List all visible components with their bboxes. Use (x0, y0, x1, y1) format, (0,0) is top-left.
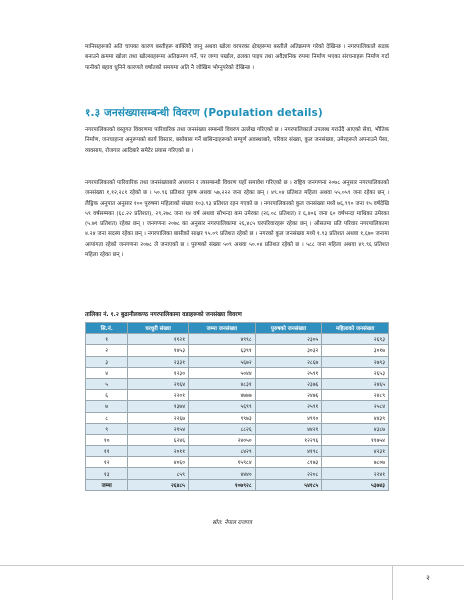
cell-serial: १३ (86, 468, 128, 479)
table-row (86, 423, 389, 434)
cell-female: २६९३ (322, 334, 389, 345)
table-row (86, 412, 389, 423)
cell-male: १२२९६ (255, 434, 322, 445)
table-row (86, 334, 389, 345)
table-row (86, 367, 389, 378)
cell-female: २७९३ (322, 356, 389, 367)
cell-female: २४६५ (322, 378, 389, 389)
table-row (86, 401, 389, 412)
cell-female: ७८०७ (322, 457, 389, 468)
col-header-total-population: जम्मा जनसंख्या (189, 323, 256, 334)
total-male: ५४१८५ (255, 479, 322, 490)
table-caption: तालिका नं. १.२ बुढानीलकण्ठ नगरपालिकामा वडाहरूको जनसंख्या विवरण (85, 312, 242, 318)
cell-households: ८५९ (128, 468, 189, 479)
table-row (86, 345, 389, 356)
cell-serial: ४ (86, 367, 128, 378)
total-total: १०७९२८ (189, 479, 256, 490)
cell-total: १५९८४ (189, 457, 256, 468)
cell-male: २५९१ (255, 401, 322, 412)
cell-male: २२०८ (255, 468, 322, 479)
cell-households: ४०६० (128, 457, 189, 468)
footer-divider (0, 565, 464, 566)
cell-total: २४०५० (189, 434, 256, 445)
cell-male: २५९१ (255, 367, 322, 378)
cell-total: ५०४४ (189, 367, 256, 378)
total-label: जम्मा (86, 479, 128, 490)
cell-male: २३०५ (255, 334, 322, 345)
cell-male: ८१७३ (255, 457, 322, 468)
cell-serial: ३ (86, 356, 128, 367)
cell-male: ४१९८ (255, 446, 322, 457)
cell-male: ४९१० (255, 412, 322, 423)
cell-households: २१६४ (128, 378, 189, 389)
cell-households: १३७४ (128, 401, 189, 412)
col-header-serial: सि.नं. (86, 323, 128, 334)
table-row (86, 378, 389, 389)
cell-serial: ५ (86, 378, 128, 389)
table-row (86, 457, 389, 468)
cell-serial: ७ (86, 401, 128, 412)
cell-households: १२३० (128, 367, 189, 378)
cell-total: ४८३१ (189, 378, 256, 389)
cell-total: ९९७३ (189, 412, 256, 423)
total-households: २६४८५ (128, 479, 189, 490)
cell-total: ५६९९ (189, 401, 256, 412)
cell-female: ४२३१ (322, 446, 389, 457)
table-row (86, 434, 389, 445)
table-row (86, 390, 389, 401)
table-row (86, 356, 389, 367)
page-number: २ (426, 574, 430, 582)
cell-serial: १२ (86, 457, 128, 468)
col-header-female: महिलाको जनसंख्या (322, 323, 389, 334)
cell-households: २२०१ (128, 390, 189, 401)
cell-total: ४९९८ (189, 334, 256, 345)
source-note: स्रोत: नेपाल राजपत्र (212, 520, 252, 526)
table-row (86, 446, 389, 457)
cell-serial: १ (86, 334, 128, 345)
cell-serial: ११ (86, 446, 128, 457)
col-header-male: पुरुषको जनसंख्या (255, 323, 322, 334)
population-details-paragraph: नगरपालिकाको पारिवारिक तथा जनसंख्याबारे अध्ययन र त्यसम्बन्धी विवरण यहाँ समावेश गरिएको छ । राष्ट्रिय जनगणना २०७८ अनुसार नगरपालिकाको जनसंख्या १,१२,२८१ रहेको छ । ५०.९६ प्रतिशत पुरुष अथवा ५७,२२२ जना रहेका छन् । ४९.०४ प्रतिशत महिला अथवा ५५,०५९ जना रहेका छन् । लैङ्गिक अनुपात अनुसार १०० पुरुषमा महिलाको संख्या १०३.९३ प्रतिशत रहन गएको छ । नगरपालिकाको कुल जनसंख्या मध्ये ७६,९९० जना १५ वर्षदेखि ५९ वर्षसम्मका (६८.२२ प्रतिशत), २९,२७८ जना १४ वर्ष अथवा सोभन्दा कम उमेरका (२६.०८ प्रतिशत) र ६,४०६ जना ६० वर्षभन्दा माथिका उमेरका (५.७१ प्रतिशत) रहेका छन् । जनगणना २०७८ का अनुसार नगरपालिकामा २६,४८५ घरपरिवारहरू रहेका छन् । औसतमा प्रति परिवार नगरपालिकामा ४.२४ जना सदस्य रहेका छन् । नगरपालिका बासीको साक्षर ९५.०९ प्रतिशत रहेको छ । नगरको कुल जनसंख्या मध्ये १.९३ प्रतिशत अथवा १,६७० जनामा आपांगता रहेको जनगणना २०७८ ले जनाएको छ । पुरुषको संख्या ५०९ अथवा ५०.०४ प्रतिशत रहेको छ । ५८८ जना महिला अथवा ४९.९६ प्रतिशत महिला रहेका छन् । (85, 180, 389, 259)
cell-male: २८६७ (255, 356, 322, 367)
cell-female: ३०१७ (322, 345, 389, 356)
cell-female: २२४१ (322, 468, 389, 479)
population-intro-paragraph: नगरपालिकाको वस्तुगत विवरणमा पारिवारिक तथा जनसंख्या सम्बन्धी विवरण उल्लेख गरिएको छ । नगरपालिकाले उपलब्ध गराउँदै आएको सेवा, भौतिक निर्माण, जनचाहाना अनुरूपको कार्य विस्तार, बसोबास गर्ने बासिन्दाहरूको सम्पूर्ण अवस्थाबारे, परिवार संख्या, कुल जनसंख्या, उमेरहरूले अपनाउने पेसा, व्यवसाय, रोजगार आदिबारे समेटेर प्रयास गरिएको छ । (85, 127, 389, 154)
cell-total: ६३९१ (189, 345, 256, 356)
cell-serial: ८ (86, 412, 128, 423)
cell-female: ४३८७ (322, 423, 389, 434)
cell-serial: ९ (86, 423, 128, 434)
cell-households: ६२४६ (128, 434, 189, 445)
cell-serial: २ (86, 345, 128, 356)
total-female: ५३७४३ (322, 479, 389, 490)
cell-households: २०११ (128, 446, 189, 457)
cell-total: ४७७७ (189, 390, 256, 401)
cell-total: ८८२६ (189, 423, 256, 434)
cell-households: ११२१ (128, 334, 189, 345)
cell-total: ८४२९ (189, 446, 256, 457)
cell-households: २१५४ (128, 423, 189, 434)
section-heading: १.३ जनसंख्यासम्बन्धी विवरण (Population details) (85, 107, 323, 119)
cell-male: २३७६ (255, 378, 322, 389)
cell-total: ५६७२ (189, 356, 256, 367)
table-total-row (86, 479, 389, 490)
cell-male: ४४२१ (255, 423, 322, 434)
cell-total: ४४४० (189, 468, 256, 479)
cell-female: २६५३ (322, 367, 389, 378)
cell-households: १४५३ (128, 345, 189, 356)
cell-female: ४४३९ (322, 412, 389, 423)
ward-population-table (85, 322, 389, 491)
cell-male: २४७६ (255, 390, 322, 401)
cell-serial: १० (86, 434, 128, 445)
cell-female: ११७५४ (322, 434, 389, 445)
cell-male: ३०३२ (255, 345, 322, 356)
col-header-households: घरधुरी संख्या (128, 323, 189, 334)
cell-households: २२६७ (128, 412, 189, 423)
cell-serial: ६ (86, 390, 128, 401)
cell-households: २३३१ (128, 356, 189, 367)
cell-female: २५८४ (322, 401, 389, 412)
intro-paragraph: मानिसहरूको अति चापका कारण बस्तीहरू बाक्लिदै जानु अथवा खोला वरपरका क्षेत्रहरूमा बस्तीले अतिक्रमण गरेको देखिन्छ । नगरपालिकाले सडक बनाउने क्रममा खोला तथा खोल्साहरूमा अतिक्रमण गर्ने, पर जग्गा पर्खाल, ढलका पाइप तथा अवैज्ञानिक रुपमा निर्माण भएका संरचनाहरू निर्माण गर्दा पानीको बहाव धुनिने कारणले वर्षातको समयमा अति नै जोखिम भोग्नुपरेको देखिन्छ । (85, 44, 389, 71)
table-row (86, 468, 389, 479)
cell-female: २४८९ (322, 390, 389, 401)
table-header-row (86, 323, 389, 334)
